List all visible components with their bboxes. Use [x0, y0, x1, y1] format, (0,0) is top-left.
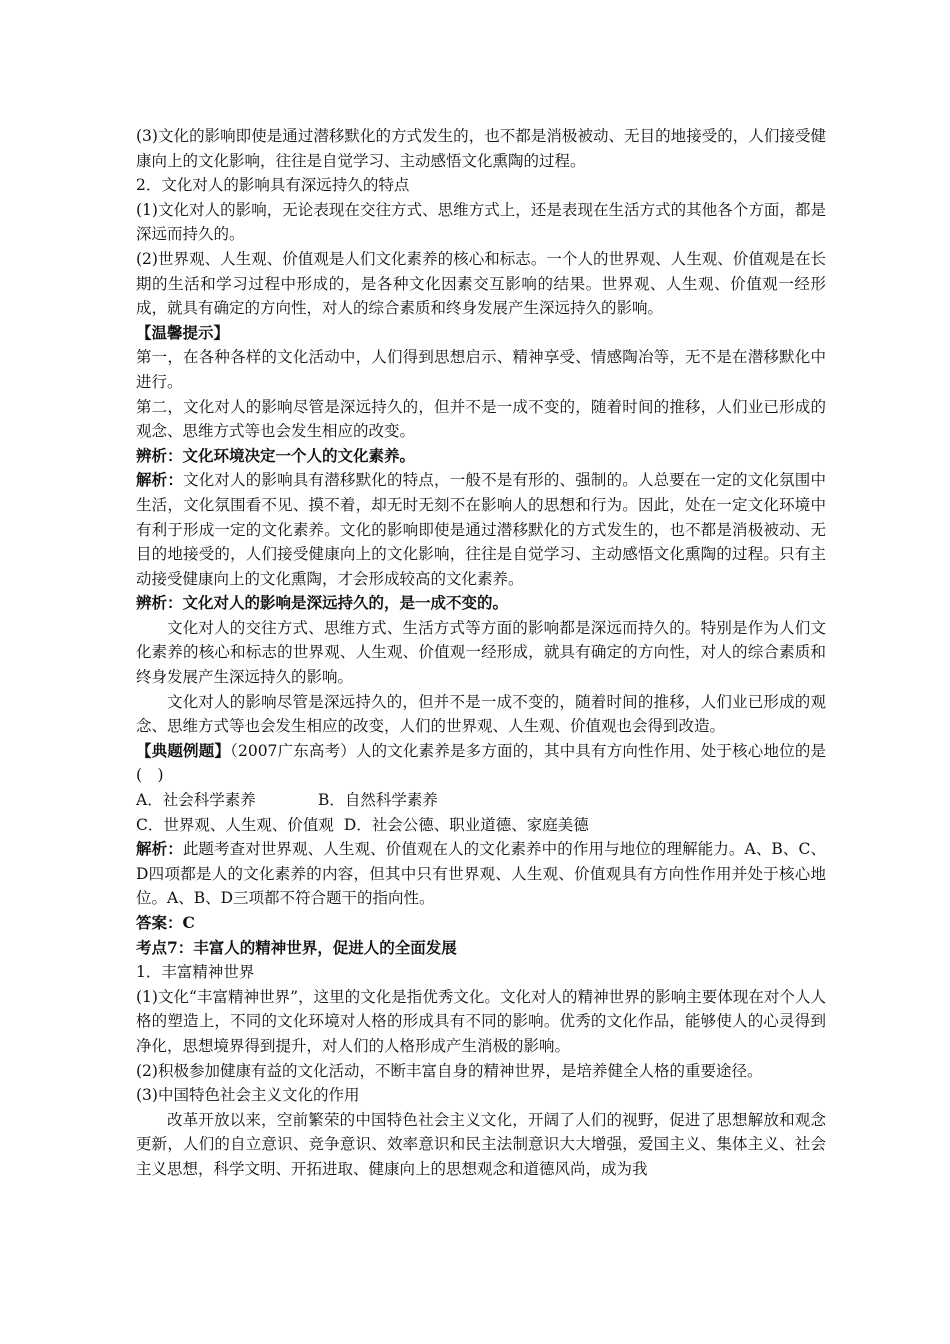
- solution-label: 解析：: [136, 839, 183, 859]
- option-d: D．社会公德、职业道德、家庭美德: [343, 815, 589, 834]
- paragraph: 文化对人的影响尽管是深远持久的，但并不是一成不变的，随着时间的推移，人们业已形成的观念、思维方式等也会发生相应的改变，人们的世界观、人生观、价值观也会得到改造。: [136, 692, 826, 736]
- analysis-text: 文化对人的影响具有潜移默化的特点，一般不是有形的、强制的。人总要在一定的文化氛围中生活，文化氛围看不见、摸不着，却无时无刻不在影响人的思想和行为。因此，处在一定文化环境中有利于形成一定的文化素养。文化的影响即使是通过潜移默化的方式发生的，也不都是消极被动、无目的地接受的，人们接受健康向上的文化影响，往往是自觉学习、主动感悟文化熏陶的过程。只有主动接受健康向上的文化熏陶，才会形成较高的文化素养。: [136, 471, 826, 588]
- tip-heading: 【温馨提示】: [136, 322, 230, 342]
- option-a: A．社会科学素养: [136, 791, 256, 810]
- solution-text: 此题考查对世界观、人生观、价值观在人的文化素养中的作用与地位的理解能力。A、B、C、D四项都是人的文化素养的内容，但其中只有世界观、人生观、价值观具有方向性作用并处于核心地位。A、B、D三项都不符合题干的指向性。: [136, 840, 826, 908]
- paragraph: (3)中国特色社会主义文化的作用: [136, 1086, 360, 1105]
- options-row: [136, 813, 826, 838]
- paragraph: (3)文化的影响即使是通过潜移默化的方式发生的，也不都是消极被动、无目的地接受的，人们接受健康向上的文化影响，往往是自觉学习、主动感悟文化熏陶的过程。: [136, 127, 826, 170]
- paragraph: 第一，在各种各样的文化活动中，人们得到思想启示、精神享受、情感陶冶等，无不是在潜移默化中进行。: [136, 348, 826, 391]
- analysis-paragraph: [136, 468, 826, 591]
- option-c: C．世界观、人生观、价值观: [136, 815, 334, 834]
- paragraph: 第二，文化对人的影响尽管是深远持久的，但并不是一成不变的，随着时间的推移，人们业已形成的观念、思维方式等也会发生相应的改变。: [136, 397, 826, 441]
- example-label: 【典题例题】: [136, 740, 231, 760]
- paragraph: 改革开放以来，空前繁荣的中国特色社会主义文化，开阔了人们的视野，促进了思想解放和观念更新，人们的自立意识、竞争意识、效率意识和民主法制意识大大增强，爱国主义、集体主义、社会主义思想，科学文明、开拓进取、健康向上的思想观念和道德风尚，成为我: [136, 1110, 826, 1178]
- analysis-title: 辨析：文化对人的影响是深远持久的，是一成不变的。: [136, 593, 509, 613]
- answer: 答案：C: [136, 913, 195, 932]
- paragraph: (1)文化对人的影响，无论表现在交往方式、思维方式上，还是表现在生活方式的其他各个方面，都是深远而持久的。: [136, 200, 826, 244]
- example-question: [136, 739, 826, 788]
- example-text: （2007广东高考）人的文化素养是多方面的，其中具有方向性作用、处于核心地位的是( ): [136, 741, 826, 785]
- analysis-title: 辨析：文化环境决定一个人的文化素养。: [136, 445, 416, 465]
- paragraph: 1．丰富精神世界: [136, 963, 255, 982]
- paragraph: (1)文化“丰富精神世界”，这里的文化是指优秀文化。文化对人的精神世界的影响主要体现在对个人人格的塑造上，不同的文化环境对人格的形成具有不同的影响。优秀的文化作品，能够使人的心灵得到净化，思想境界得到提升，对人们的人格形成产生消极的影响。: [136, 987, 826, 1055]
- paragraph: (2)积极参加健康有益的文化活动，不断丰富自身的精神世界，是培养健全人格的重要途径。: [136, 1061, 763, 1080]
- analysis-label: 解析：: [136, 470, 184, 490]
- section-title: 考点7：丰富人的精神世界，促进人的全面发展: [136, 937, 457, 957]
- solution-paragraph: [136, 837, 826, 911]
- paragraph: 文化对人的交往方式、思维方式、生活方式等方面的影响都是深远而持久的。特别是作为人们文化素养的核心和标志的世界观、人生观、价值观一经形成，就具有确定的方向性，对人的综合素质和终身发展产生深远持久的影响。: [136, 618, 826, 687]
- option-b: B．自然科学素养: [318, 791, 438, 810]
- paragraph: (2)世界观、人生观、价值观是人们文化素养的核心和标志。一个人的世界观、人生观、价值观是在长期的生活和学习过程中形成的，是各种文化因素交互影响的结果。世界观、人生观、价值观一经形成，就具有确定的方向性，对人的综合素质和终身发展产生深远持久的影响。: [136, 249, 826, 318]
- options-row: [136, 788, 826, 813]
- paragraph: 2．文化对人的影响具有深远持久的特点: [136, 176, 410, 195]
